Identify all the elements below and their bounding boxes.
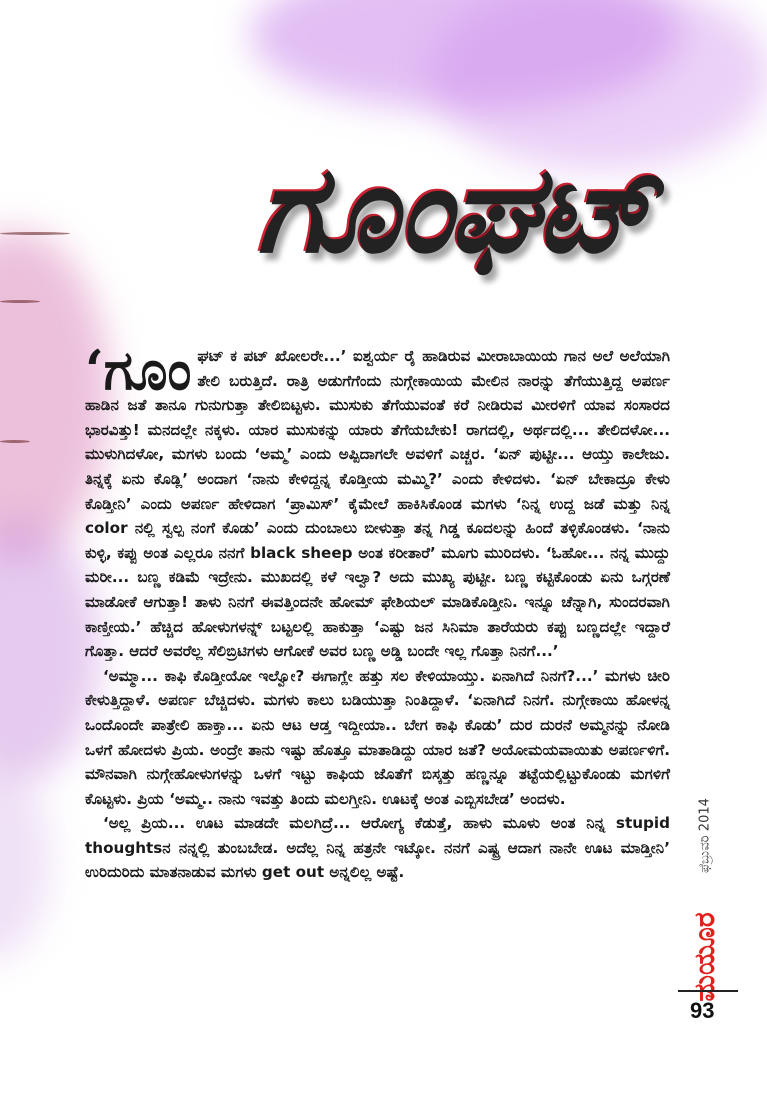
story-title: ಗೂಂಘಟ್ bbox=[256, 139, 654, 280]
illustration-eyebrow bbox=[0, 232, 70, 235]
article-paragraph-2: ‘ಅಮ್ಮಾ... ಕಾಫಿ ಕೊಡ್ತೀಯೋ ಇಲ್ವೋ? ಈಗಾಗ್ಲೇ ಹತ್ತು ಸಲ ಕೇಳಿಯಾಯ್ತು. ಏನಾಗಿದೆ ನಿನಗೆ?...’ ಮಗಳು ಚೀರಿ ಕೇಳುತ್ತಿದ್ದಾಳೆ. ಅಪರ್ಣ ಬೆಚ್ಚಿದಳು. ಮಗಳು ಕಾಲು ಬಡಿಯುತ್ತಾ ನಿಂತಿದ್ದಾಳೆ. ‘ಏನಾಗಿದೆ ನಿನಗೆ. ನುಗ್ಗೇಕಾಯಿ ಹೋಳನ್ನ ಒಂದೊಂದೇ ಪಾತ್ರೇಲಿ ಹಾಕ್ತಾ... ಏನು ಆಟ ಆಡ್ತ ಇದ್ದೀಯಾ.. ಬೇಗ ಕಾಫಿ ಕೊಡು’ ದುರ ದುರನೆ ಅಮ್ಮನನ್ನು ನೋಡಿ ಒಳಗೆ ಹೋದಳು ಪ್ರಿಯ. ಅಂದ್ರೇ ತಾನು ಇಷ್ಟು ಹೊತ್ತೂ ಮಾತಾಡಿದ್ದು ಯಾರ ಜತೆ? ಅಯೋಮಯವಾಯಿತು ಅಪರ್ಣಳಿಗೆ. ಮೌನವಾಗಿ ನುಗ್ಗೇಹೋಳುಗಳನ್ನು ಒಳಗೆ ಇಟ್ಟು ಕಾಫಿಯ ಜೊತೆಗೆ ಬಿಸ್ಕತ್ತು ಹಣ್ಣನ್ನೂ ತಟ್ಟೆಯಲ್ಲಿಟ್ಟುಕೊಂಡು ಮಗಳಿಗೆ ಕೊಟ್ಟಳು. ಪ್ರಿಯ ‘ಅಮ್ಮ.. ನಾನು ಇವತ್ತು ತಿಂದು ಮಲಗ್ತೀನಿ. ಊಟಕ್ಕೆ ಅಂತ ಎಬ್ಬಿಸಬೇಡ’ ಅಂದಳು. bbox=[85, 666, 670, 808]
page-number-rule bbox=[678, 990, 738, 992]
paragraph-text: ಘಟ್ ಕ ಪಟ್ ಖೋಲರೇ...’ ಐಶ್ವರ್ಯ ರೈ ಹಾಡಿರುವ ಮೀರಾಬಾಯಿಯ ಗಾನ ಅಲೆ ಅಲೆಯಾಗಿ ತೇಲಿ ಬರುತ್ತಿದೆ. ರಾತ್ರಿ ಅಡುಗೆಗೆಂದು ನುಗ್ಗೇಕಾಯಿಯ ಮೇಲಿನ ನಾರನ್ನು ತೆಗೆಯುತ್ತಿದ್ದ ಅಪರ್ಣ ಹಾಡಿನ ಜತೆ ತಾನೂ ಗುನುಗುತ್ತಾ ತೇಲಿಬಿಟ್ಟಳು. ಮುಸುಕು ತೆಗೆಯುವಂತೆ ಕರೆ ನೀಡಿರುವ ಮೀರಳಿಗೆ ಯಾವ ಸಂಸಾರದ ಭಾರವಿತ್ತು! ಮನದಲ್ಲೇ ನಕ್ಕಳು. ಯಾರ ಮುಸುಕನ್ನು ಯಾರು ತೆಗೆಯಬೇಕು! ರಾಗದಲ್ಲಿ, ಅರ್ಥದಲ್ಲಿ... ತೇಲಿದಳೋ... ಮುಳುಗಿದಳೋ, ಮಗಳು ಬಂದು ‘ಅಮ್ಮ’ ಎಂದು ಅಪ್ಪಿದಾಗಲೇ ಅವಳಿಗೆ ಎಚ್ಚರ. ‘ಏನ್ ಪುಟ್ಟೀ... ಆಯ್ತು ಕಾಲೇಜು. ತಿನ್ನಕ್ಕೆ ಏನು ಕೊಡ್ಲಿ’ ಅಂದಾಗ ‘ನಾನು ಕೇಳಿದ್ದನ್ನ ಕೊಡ್ತೀಯ ಮಮ್ಮಿ?’ ಎಂದು ಕೇಳಿದಳು. ‘ಏನ್ ಬೇಕಾದ್ರೂ ಕೇಳು ಕೊಡ್ತೀನಿ’ ಎಂದು ಅಪರ್ಣ ಹೇಳಿದಾಗ ‘ಪ್ರಾಮಿಸ್’ ಕೈಮೇಲೆ ಹಾಕಿಸಿಕೊಂಡ ಮಗಳು ‘ನಿನ್ನ ಉದ್ದ ಜಡೆ ಮತ್ತು ನಿನ್ನ color ನಲ್ಲಿ ಸ್ವಲ್ಪ ನಂಗೆ ಕೊಡು’ ಎಂದು ದುಂಬಾಲು ಬೀಳುತ್ತಾ ತನ್ನ ಗಿಡ್ಡ ಕೂದಲನ್ನು ಹಿಂದೆ ತಳ್ಳಿಕೊಂಡಳು. ‘ನಾನು ಕುಳ್ಳಿ, ಕಪ್ಪು ಅಂತ ಎಲ್ಲರೂ ನನಗೆ black sheep ಅಂತ ಕರೀತಾರೆ’ ಮೂಗು ಮುರಿದಳು. ‘ಓಹೋ... ನನ್ನ ಮುದ್ದು ಮರೀ... ಬಣ್ಣ ಕಡಿಮೆ ಇದ್ರೇನು. ಮುಖದಲ್ಲಿ ಕಳೆ ಇಲ್ವಾ? ಅದು ಮುಖ್ಯ ಪುಟ್ಟೀ. ಬಣ್ಣ ಕಟ್ಟಿಕೊಂಡು ಏನು ಒಗ್ಗರಣೆ ಮಾಡೋಕೆ ಆಗುತ್ತಾ! ತಾಳು ನಿನಗೆ ಈವತ್ತಿಂದನೇ ಹೋಮ್ ಫೇಶಿಯಲ್ ಮಾಡಿಕೊಡ್ತೀನಿ. ಇನ್ನೂ ಚೆನ್ನಾಗಿ, ಸುಂದರವಾಗಿ ಕಾಣ್ತೀಯ.’ ಹೆಚ್ಚಿದ ಹೋಳುಗಳನ್ನ್ ಬಟ್ಟಲಲ್ಲಿ ಹಾಕುತ್ತಾ ‘ಎಷ್ಟು ಜನ ಸಿನಿಮಾ ತಾರೆಯರು ಕಪ್ಪು ಬಣ್ಣದಲ್ಲೇ ಇದ್ದಾರೆ ಗೊತ್ತಾ. ಆದರೆ ಅವರೆಲ್ಲ ಸೆಲಿಬ್ರಿಟಿಗಳು ಆಗೋಕೆ ಅವರ ಬಣ್ಣ ಅಡ್ಡಿ ಬಂದೇ ಇಲ್ಲ ಗೊತ್ತಾ ನಿನಗೆ...’ bbox=[85, 347, 670, 661]
watercolor-wash-left-bottom bbox=[0, 760, 50, 960]
illustration-eye bbox=[0, 300, 40, 303]
article-paragraph-1 bbox=[85, 338, 670, 664]
article-paragraph-3: ‘ಅಲ್ಲ ಪ್ರಿಯ... ಊಟ ಮಾಡದೇ ಮಲಗಿದ್ರೆ... ಆರೋಗ್ಯ ಕೆಡುತ್ತೆ, ಹಾಳು ಮೂಳು ಅಂತ ನಿನ್ನ stupid thoughtsನ ನನ್ನಲ್ಲಿ ತುಂಬಬೇಡ. ಅದೆಲ್ಲ ನಿನ್ನ ಹತ್ರನೇ ಇಟ್ಕೋ. ನನಗೆ ಎಷ್ಟ್ರ ಆದಾಗ ನಾನೇ ಊಟ ಮಾಡ್ತೀನಿ’ ಉರಿದುರಿದು ಮಾತನಾಡುವ ಮಗಳು get out ಅನ್ನಲಿಲ್ಲ ಅಷ್ಟೆ. bbox=[85, 814, 670, 882]
drop-cap: ‘ಗೂಂ bbox=[85, 338, 192, 402]
page-number: 93 bbox=[690, 998, 715, 1023]
article-body bbox=[85, 338, 670, 885]
magazine-brand: ಮಯೂರ bbox=[688, 912, 721, 1002]
sidebar-info bbox=[688, 780, 721, 1020]
issue-date: ಫೆಬ್ರುವರಿ 2014 bbox=[697, 798, 713, 873]
illustration-lip bbox=[0, 440, 30, 443]
